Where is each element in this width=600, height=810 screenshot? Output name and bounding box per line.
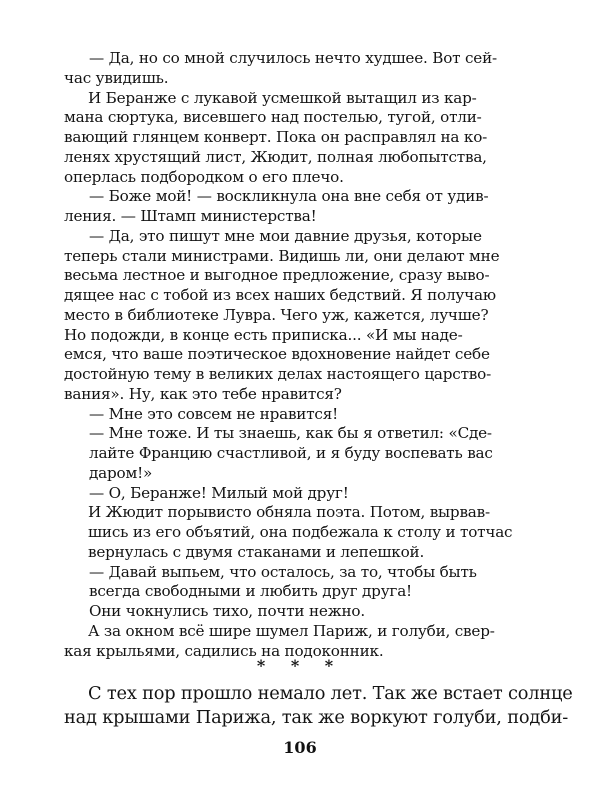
text-line xyxy=(0,206,600,226)
text-line-content: А за окном всё шире шумел Париж, и голуби, свер- xyxy=(88,622,495,640)
text-line xyxy=(0,621,600,641)
text-line xyxy=(0,443,600,463)
text-line-content: шись из его объятий, она подбежала к столу и тотчас xyxy=(88,523,513,541)
section-break: * * * xyxy=(256,656,344,675)
text-line xyxy=(0,48,600,68)
text-line xyxy=(0,601,600,621)
text-line xyxy=(0,127,600,147)
text-line xyxy=(0,404,600,424)
text-line xyxy=(0,463,600,483)
text-line-content: — Мне тоже. И ты знаешь, как бы я ответил: «Сде- xyxy=(89,424,492,442)
text-line-content: вернулась с двумя стаканами и лепешкой. xyxy=(88,543,425,561)
text-line xyxy=(0,325,600,345)
text-line-content: даром!» xyxy=(89,464,153,482)
text-line xyxy=(0,364,600,384)
text-line xyxy=(0,681,600,707)
text-line-content: ления. — Штамп министерства! xyxy=(64,207,317,225)
text-line-content: весьма лестное и выгодное предложение, сразу выво- xyxy=(64,266,490,284)
text-line xyxy=(0,88,600,108)
text-line xyxy=(0,147,600,167)
text-line-content: час увидишь. xyxy=(64,69,169,87)
text-line xyxy=(0,502,600,522)
text-line xyxy=(0,344,600,364)
text-line xyxy=(0,705,600,731)
text-line-content: теперь стали министрами. Видишь ли, они делают мне xyxy=(64,247,500,265)
text-line-content: И Жюдит порывисто обняла поэта. Потом, вырвав- xyxy=(88,503,490,521)
text-line xyxy=(0,186,600,206)
text-line xyxy=(0,68,600,88)
text-line-content: ленях хрустящий лист, Жюдит, полная любопытства, xyxy=(64,148,487,166)
text-line xyxy=(0,483,600,503)
text-line xyxy=(0,581,600,601)
text-line-content: мана сюртука, висевшего над постелью, тугой, отли- xyxy=(64,108,482,126)
page-number: 106 xyxy=(283,738,317,757)
text-line-content: — Боже мой! — воскликнула она вне себя от удив- xyxy=(89,187,489,205)
text-line-content: — Давай выпьем, что осталось, за то, чтобы быть xyxy=(89,563,477,581)
text-line-content: емся, что ваше поэтическое вдохновение найдет себе xyxy=(64,345,490,363)
text-line-content: вающий глянцем конверт. Пока он расправлял на ко- xyxy=(64,128,488,146)
text-line-content: — Да, это пишут мне мои давние друзья, которые xyxy=(89,227,482,245)
text-line xyxy=(0,542,600,562)
text-line-content: — Мне это совсем не нравится! xyxy=(89,405,339,423)
text-line-content: С тех пор прошло немало лет. Так же встает солнце xyxy=(88,683,573,704)
text-line-content: — О, Беранже! Милый мой друг! xyxy=(89,484,349,502)
text-line-content: дящее нас с тобой из всех наших бедствий. Я получаю xyxy=(64,286,496,304)
text-line-content: место в библиотеке Лувра. Чего уж, кажется, лучше? xyxy=(64,306,489,324)
text-line xyxy=(0,522,600,542)
text-line-content: кая крыльями, садились на подоконник. xyxy=(64,642,384,660)
text-line-content: лайте Францию счастливой, и я буду воспевать вас xyxy=(89,444,493,462)
text-line xyxy=(0,226,600,246)
text-line xyxy=(0,107,600,127)
text-line-content: И Беранже с лукавой усмешкой вытащил из кар- xyxy=(88,89,477,107)
text-line xyxy=(0,265,600,285)
text-line-content: Они чокнулись тихо, почти нежно. xyxy=(89,602,365,620)
text-line-content: над крышами Парижа, так же воркуют голуби, подби- xyxy=(64,707,569,728)
text-line-content: — Да, но со мной случилось нечто худшее. Вот сей- xyxy=(89,49,497,67)
text-line xyxy=(0,423,600,443)
text-line xyxy=(0,167,600,187)
text-line-content: оперлась подбородком о его плечо. xyxy=(64,168,344,186)
text-line-content: Но подожди, в конце есть приписка... «И мы наде- xyxy=(64,326,463,344)
text-line xyxy=(0,562,600,582)
text-line xyxy=(0,305,600,325)
text-line xyxy=(0,384,600,404)
text-line-content: всегда свободными и любить друг друга! xyxy=(89,582,412,600)
text-line-content: вания». Ну, как это тебе нравится? xyxy=(64,385,342,403)
text-line-content: достойную тему в великих делах настоящего царство- xyxy=(64,365,491,383)
text-line xyxy=(0,285,600,305)
text-line xyxy=(0,246,600,266)
